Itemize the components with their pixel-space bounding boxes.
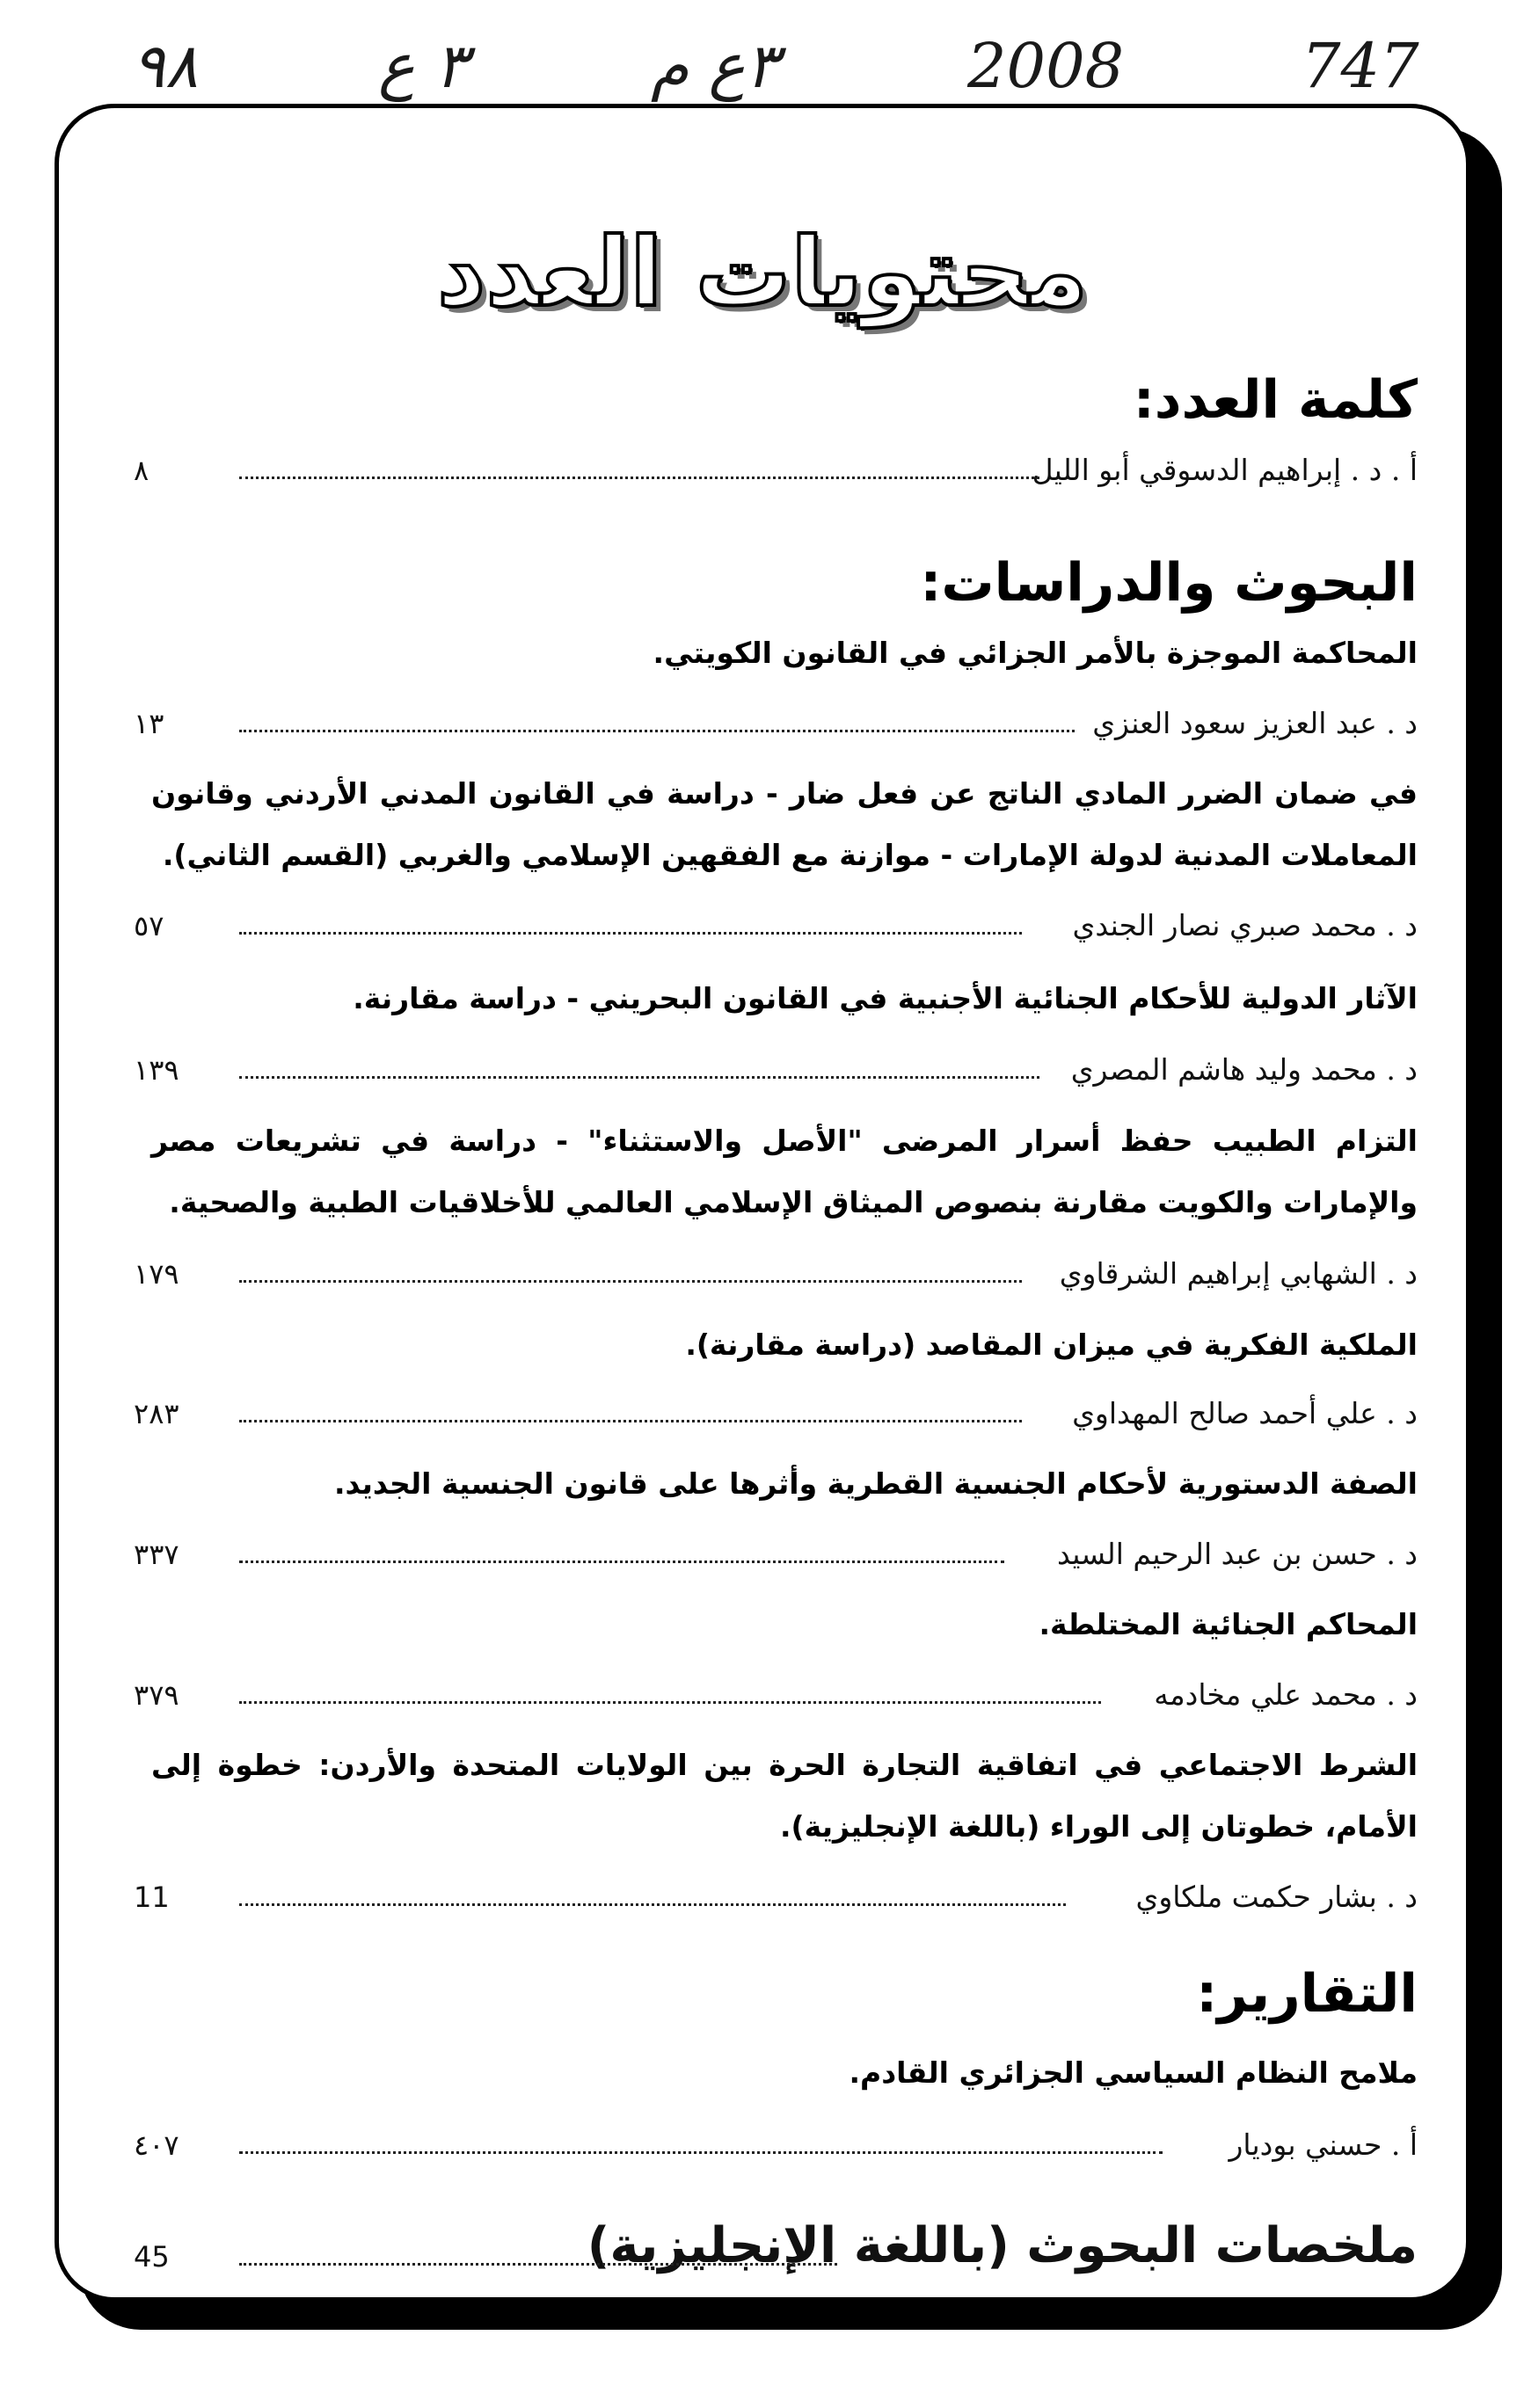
dot-leader [239, 1076, 1039, 1079]
handwritten-number: 747 [1302, 30, 1419, 102]
dot-leader [239, 1903, 1066, 1906]
toc-entry[interactable] [107, 1248, 1418, 1291]
entry-page: ١٣٩ [134, 1053, 179, 1087]
toc-entry[interactable] [107, 899, 1418, 940]
entry-page: 45 [134, 2240, 170, 2273]
article-title: في ضمان الضرر المادي الناتج عن فعل ضار - دراسة في القانون المدني الأردني وقانون المعاملات المدنية لدولة الإمارات - موازنة مع الفقهين الإسلامي والغربي (القسم الثاني). [151, 776, 1418, 872]
dot-leader [239, 730, 1075, 732]
entry-author: د . محمد علي مخادمه [1154, 1677, 1418, 1712]
toc-entry-abstracts[interactable] [107, 2209, 1418, 2274]
entry-page: ٥٧ [134, 909, 164, 942]
entry-page: ١٣ [134, 707, 164, 740]
entry-page: ٣٣٧ [134, 1538, 179, 1571]
article-title: المحاكمة الموجزة بالأمر الجزائي في القانون الكويتي. [653, 636, 1418, 670]
dot-leader [239, 1701, 1101, 1704]
dot-leader [239, 2263, 837, 2266]
entry-author: أ . د . إبراهيم الدسوقي أبو الليل [1032, 453, 1418, 487]
section-heading-research: البحوث والدراسات: [920, 552, 1418, 614]
entry-author: د . محمد وليد هاشم المصري [1070, 1052, 1418, 1087]
article-title: المحاكم الجنائية المختلطة. [1039, 1607, 1418, 1641]
toc-entry[interactable] [107, 2119, 1418, 2162]
toc-entry[interactable] [107, 1044, 1418, 1087]
page-title: محتويات العدد [436, 218, 1089, 328]
contents-panel [55, 104, 1470, 2302]
article-title: الملكية الفكرية في ميزان المقاصد (دراسة مقارنة). [685, 1328, 1418, 1362]
toc-entry[interactable] [107, 697, 1418, 738]
handwritten-note: ٣ع م [651, 30, 778, 102]
entry-author: د . حسن بن عبد الرحيم السيد [1056, 1537, 1418, 1571]
toc-entry[interactable] [107, 1387, 1418, 1428]
handwritten-year: 2008 [967, 30, 1125, 102]
entry-author: د . بشار حكمت ملكاوي [1135, 1880, 1418, 1914]
toc-entry[interactable] [107, 1669, 1418, 1712]
entry-page: ٣٧٩ [134, 1678, 179, 1712]
article-title: ملامح النظام السياسي الجزائري القادم. [849, 2055, 1418, 2090]
entry-page: ٨ [134, 454, 149, 487]
entry-author: د . علي أحمد صالح المهداوي [1072, 1396, 1418, 1430]
handwritten-note: ٩٨ [132, 30, 199, 102]
dot-leader [239, 932, 1022, 935]
dot-leader [239, 477, 1039, 479]
entry-author: د . عبد العزيز سعود العنزي [1092, 706, 1418, 740]
entry-author: أ . حسني بوديار [1229, 2128, 1418, 2162]
section-heading-reports: التقارير: [1196, 1963, 1418, 2025]
section-heading-editorial: كلمة العدد: [1133, 369, 1418, 431]
article-title: التزام الطبيب حفظ أسرار المرضى "الأصل والاستثناء" - دراسة في تشريعات مصر والإمارات والكويت مقارنة بنصوص الميثاق الإسلامي العالمي للأخلاقيات الطبية والصحية. [151, 1124, 1418, 1219]
toc-entry[interactable] [107, 1871, 1418, 1914]
section-heading-abstracts: ملخصات البحوث (باللغة الإنجليزية) [587, 2217, 1418, 2274]
entry-page: ٤٠٧ [134, 2128, 179, 2162]
entry-author: د . محمد صبري نصار الجندي [1072, 908, 1418, 942]
handwritten-note: ٣ ع [378, 30, 468, 102]
dot-leader [239, 1280, 1022, 1283]
article-title: الآثار الدولية للأحكام الجنائية الأجنبية في القانون البحريني - دراسة مقارنة. [353, 981, 1418, 1015]
article-title: الصفة الدستورية لأحكام الجنسية القطرية وأثرها على قانون الجنسية الجديد. [333, 1466, 1418, 1501]
dot-leader [239, 1560, 1004, 1563]
toc-entry[interactable] [107, 1528, 1418, 1571]
toc-entry[interactable] [107, 444, 1418, 487]
article-title: الشرط الاجتماعي في اتفاقية التجارة الحرة بين الولايات المتحدة والأردن: خطوة إلى الأمام، خطوتان إلى الوراء (باللغة الإنجليزية). [151, 1748, 1418, 1844]
entry-page: ٢٨٣ [134, 1397, 179, 1430]
dot-leader [239, 1420, 1022, 1422]
entry-page: 11 [134, 1881, 170, 1914]
handwritten-annotations [0, 18, 1524, 114]
entry-page: ١٧٩ [134, 1257, 179, 1291]
entry-author: د . الشهابي إبراهيم الشرقاوي [1059, 1256, 1418, 1291]
dot-leader [239, 2151, 1163, 2154]
